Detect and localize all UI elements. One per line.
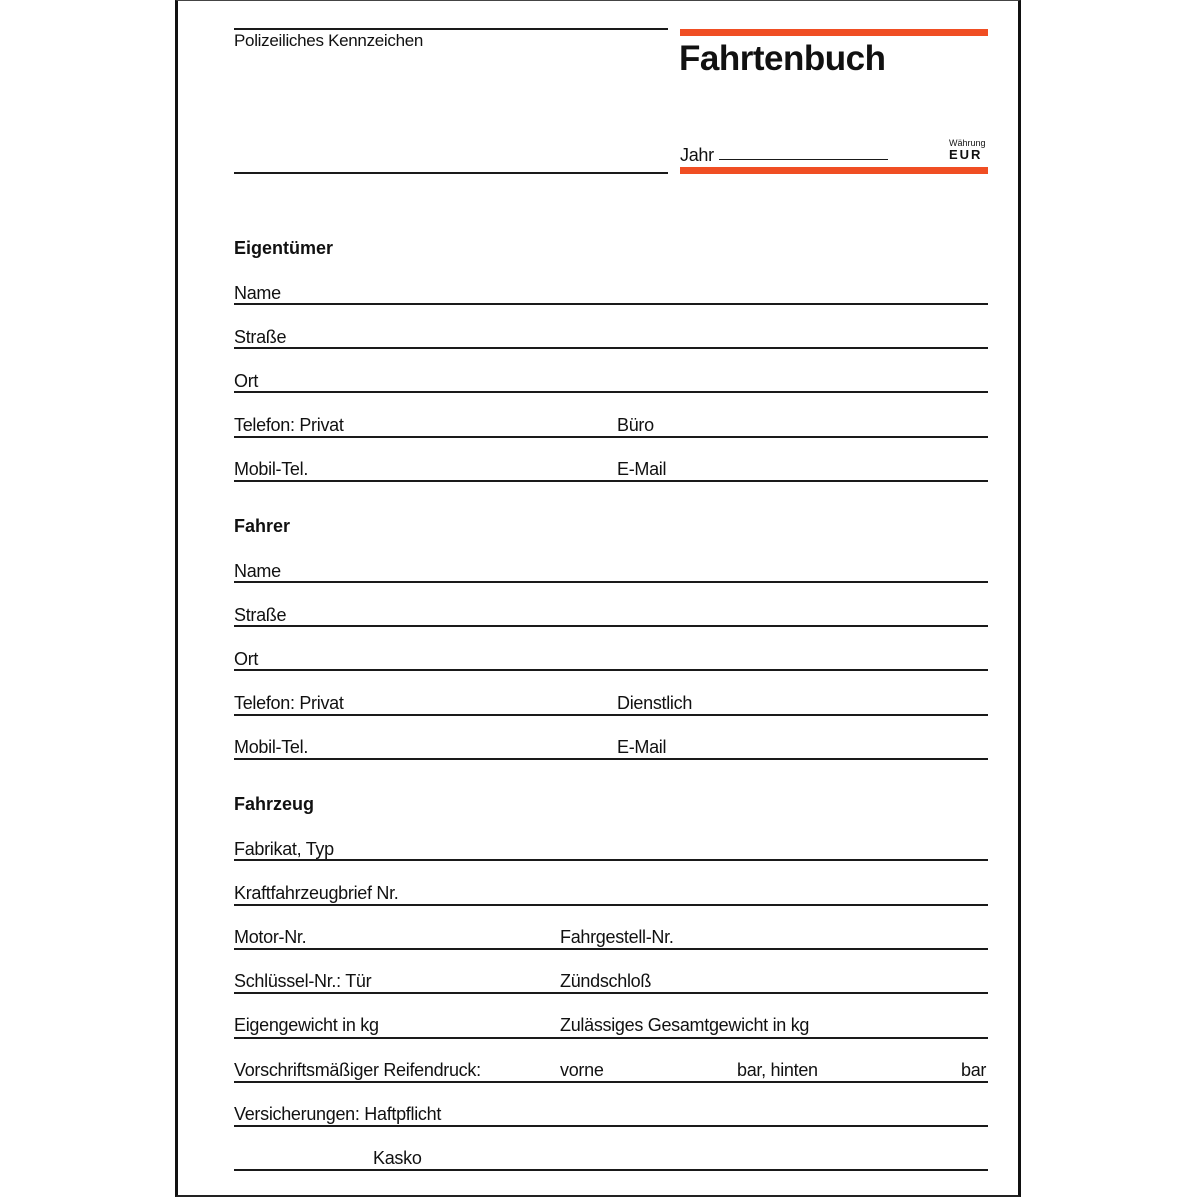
owner-street-label: Straße bbox=[234, 327, 287, 347]
plate-top-rule bbox=[234, 28, 668, 30]
vehicle-casco-label: Kasko bbox=[373, 1148, 422, 1168]
driver-phone-work-label: Dienstlich bbox=[617, 693, 693, 713]
driver-heading: Fahrer bbox=[234, 516, 291, 536]
driver-street-label: Straße bbox=[234, 605, 287, 625]
vehicle-casco-field[interactable] bbox=[234, 1145, 988, 1171]
driver-mobile-line bbox=[234, 758, 988, 760]
vehicle-insurance-line bbox=[234, 1125, 988, 1127]
driver-email-label: E-Mail bbox=[617, 737, 667, 757]
owner-name-line bbox=[234, 303, 988, 305]
vehicle-weight-line bbox=[234, 1037, 988, 1039]
plate-input[interactable] bbox=[234, 60, 668, 170]
vehicle-tire-bar-label: bar bbox=[961, 1060, 987, 1080]
title-bottom-accent-bar bbox=[680, 167, 988, 174]
year-label: Jahr bbox=[680, 145, 714, 165]
owner-city-label: Ort bbox=[234, 371, 259, 391]
owner-mobile-line bbox=[234, 480, 988, 482]
vehicle-tire-rear-label: bar, hinten bbox=[737, 1060, 818, 1080]
owner-mobile-label: Mobil-Tel. bbox=[234, 459, 309, 479]
currency-value: EUR bbox=[949, 147, 983, 162]
owner-phone-field[interactable] bbox=[234, 412, 988, 438]
vehicle-chassis-label: Fahrgestell-Nr. bbox=[560, 927, 674, 947]
vehicle-tire-line bbox=[234, 1081, 988, 1083]
driver-city-line bbox=[234, 669, 988, 671]
owner-name-label: Name bbox=[234, 283, 281, 303]
driver-phone-field[interactable] bbox=[234, 690, 988, 716]
driver-phone-private-label: Telefon: Privat bbox=[234, 693, 344, 713]
vehicle-engine-line bbox=[234, 948, 988, 950]
vehicle-tire-front-label: vorne bbox=[560, 1060, 604, 1080]
plate-label: Polizeiliches Kennzeichen bbox=[234, 31, 424, 50]
vehicle-engine-label: Motor-Nr. bbox=[234, 927, 307, 947]
title-top-accent-bar bbox=[680, 29, 988, 36]
driver-mobile-label: Mobil-Tel. bbox=[234, 737, 309, 757]
plate-bottom-rule bbox=[234, 172, 668, 174]
driver-mobile-field[interactable] bbox=[234, 734, 988, 760]
driver-name-label: Name bbox=[234, 561, 281, 581]
vehicle-curb-weight-label: Eigengewicht in kg bbox=[234, 1015, 379, 1035]
year-input-line[interactable] bbox=[719, 159, 888, 160]
vehicle-heading: Fahrzeug bbox=[234, 794, 315, 814]
owner-phone-line bbox=[234, 436, 988, 438]
vehicle-keys-line bbox=[234, 992, 988, 994]
vehicle-regdoc-line bbox=[234, 904, 988, 906]
owner-mobile-field[interactable] bbox=[234, 456, 988, 482]
vehicle-casco-line bbox=[234, 1169, 988, 1171]
vehicle-regdoc-label: Kraftfahrzeugbrief Nr. bbox=[234, 883, 399, 903]
vehicle-key-ignition-label: Zündschloß bbox=[560, 971, 652, 991]
vehicle-tire-label: Vorschriftsmäßiger Reifendruck: bbox=[234, 1060, 481, 1080]
vehicle-gross-weight-label: Zulässiges Gesamtgewicht in kg bbox=[560, 1015, 810, 1035]
driver-street-line bbox=[234, 625, 988, 627]
owner-heading: Eigentümer bbox=[234, 238, 334, 258]
vehicle-key-door-label: Schlüssel-Nr.: Tür bbox=[234, 971, 372, 991]
vehicle-insurance-label: Versicherungen: Haftpflicht bbox=[234, 1104, 442, 1124]
owner-city-line bbox=[234, 391, 988, 393]
currency-label: Währung bbox=[949, 138, 986, 148]
page-title: Fahrtenbuch bbox=[679, 39, 886, 78]
driver-city-label: Ort bbox=[234, 649, 259, 669]
driver-phone-line bbox=[234, 714, 988, 716]
vehicle-make-label: Fabrikat, Typ bbox=[234, 839, 334, 859]
owner-phone-private-label: Telefon: Privat bbox=[234, 415, 344, 435]
owner-email-label: E-Mail bbox=[617, 459, 667, 479]
owner-phone-office-label: Büro bbox=[617, 415, 654, 435]
vehicle-make-line bbox=[234, 859, 988, 861]
driver-name-line bbox=[234, 581, 988, 583]
owner-street-line bbox=[234, 347, 988, 349]
